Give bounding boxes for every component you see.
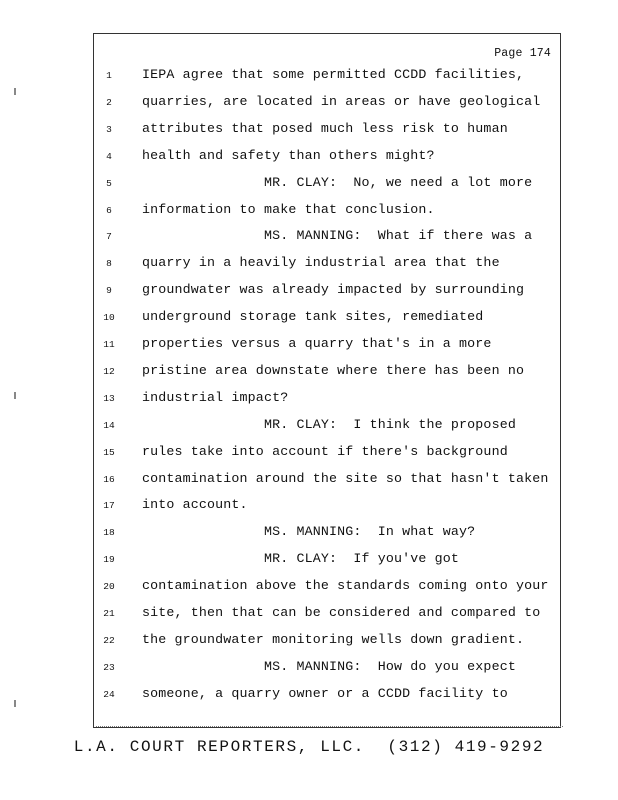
line-number: 20 <box>103 581 115 593</box>
transcript-line <box>94 686 560 713</box>
line-text: MS. MANNING: In what way? <box>142 524 476 540</box>
line-text: the groundwater monitoring wells down gradient. <box>142 631 525 647</box>
transcript-line <box>94 175 560 202</box>
transcript-line <box>94 497 560 524</box>
line-text: health and safety than others might? <box>142 147 435 163</box>
line-number: 1 <box>106 70 112 81</box>
line-number: 11 <box>103 339 115 350</box>
transcript-line <box>94 121 560 148</box>
line-number: 14 <box>103 419 115 431</box>
line-text: MS. MANNING: How do you expect <box>142 658 516 674</box>
margin-mark <box>14 392 16 399</box>
line-text: MR. CLAY: If you've got <box>142 551 460 567</box>
transcript-line <box>94 578 560 605</box>
line-number: 17 <box>103 500 115 512</box>
line-text: quarries, are located in areas or have geological <box>142 93 541 109</box>
line-number: 23 <box>103 661 115 673</box>
line-text: IEPA agree that some permitted CCDD facilities, <box>142 67 525 82</box>
margin-mark <box>14 88 16 95</box>
transcript-line <box>94 148 560 175</box>
page-number: Page 174 <box>494 47 551 60</box>
line-text: attributes that posed much less risk to human <box>142 120 508 136</box>
transcript-line <box>94 282 560 309</box>
line-number: 9 <box>106 285 112 297</box>
transcript-page-frame <box>93 33 561 728</box>
margin-mark <box>14 700 16 707</box>
line-number: 4 <box>106 150 112 162</box>
line-text: pristine area downstate where there has been no <box>142 362 525 378</box>
line-number: 7 <box>106 231 112 243</box>
line-number: 13 <box>103 392 115 404</box>
transcript-line <box>94 94 560 121</box>
line-number: 19 <box>103 554 115 566</box>
line-text: someone, a quarry owner or a CCDD facility to <box>142 685 508 701</box>
line-number: 12 <box>103 365 115 377</box>
transcript-line <box>94 605 560 632</box>
line-text: industrial impact? <box>142 389 289 405</box>
line-number: 8 <box>106 258 112 270</box>
transcript-line <box>94 390 560 417</box>
line-number: 24 <box>103 688 115 700</box>
line-number: 2 <box>106 96 112 108</box>
transcript-line <box>94 551 560 578</box>
transcript-line <box>94 417 560 444</box>
transcript-line <box>94 228 560 255</box>
page-frame-bottom-edge <box>96 726 563 730</box>
line-number: 18 <box>103 527 115 539</box>
line-text: MS. MANNING: What if there was a <box>142 228 533 244</box>
line-number: 21 <box>103 608 115 619</box>
transcript-line <box>94 659 560 686</box>
line-number: 16 <box>103 473 115 485</box>
transcript-line <box>94 444 560 471</box>
line-text: contamination above the standards coming onto your <box>142 578 549 594</box>
line-text: MR. CLAY: No, we need a lot more <box>142 174 533 190</box>
line-number: 22 <box>103 634 115 646</box>
line-text: properties versus a quarry that's in a more <box>142 336 492 351</box>
line-number: 5 <box>106 177 112 189</box>
line-text: rules take into account if there's background <box>142 443 508 459</box>
transcript-line <box>94 524 560 551</box>
line-text: MR. CLAY: I think the proposed <box>142 416 516 432</box>
transcript-line <box>94 255 560 282</box>
transcript-line <box>94 202 560 229</box>
line-number: 3 <box>106 123 112 135</box>
transcript-line <box>94 632 560 659</box>
line-number: 15 <box>103 446 115 458</box>
transcript-line <box>94 363 560 390</box>
transcript-line <box>94 336 560 363</box>
line-text: quarry in a heavily industrial area that the <box>142 255 500 271</box>
line-text: site, then that can be considered and compared to <box>142 605 541 620</box>
transcript-line <box>94 471 560 498</box>
court-reporter-footer: L.A. COURT REPORTERS, LLC. (312) 419-9292 <box>73 738 545 756</box>
transcript-line <box>94 309 560 336</box>
line-text: groundwater was already impacted by surrounding <box>142 282 525 298</box>
transcript-line <box>94 67 560 94</box>
line-number: 10 <box>103 312 115 324</box>
line-text: into account. <box>142 497 248 513</box>
line-text: contamination around the site so that hasn't taken <box>142 470 549 486</box>
line-number: 6 <box>106 204 112 216</box>
line-text: underground storage tank sites, remediated <box>142 309 484 325</box>
line-text: information to make that conclusion. <box>142 201 435 217</box>
